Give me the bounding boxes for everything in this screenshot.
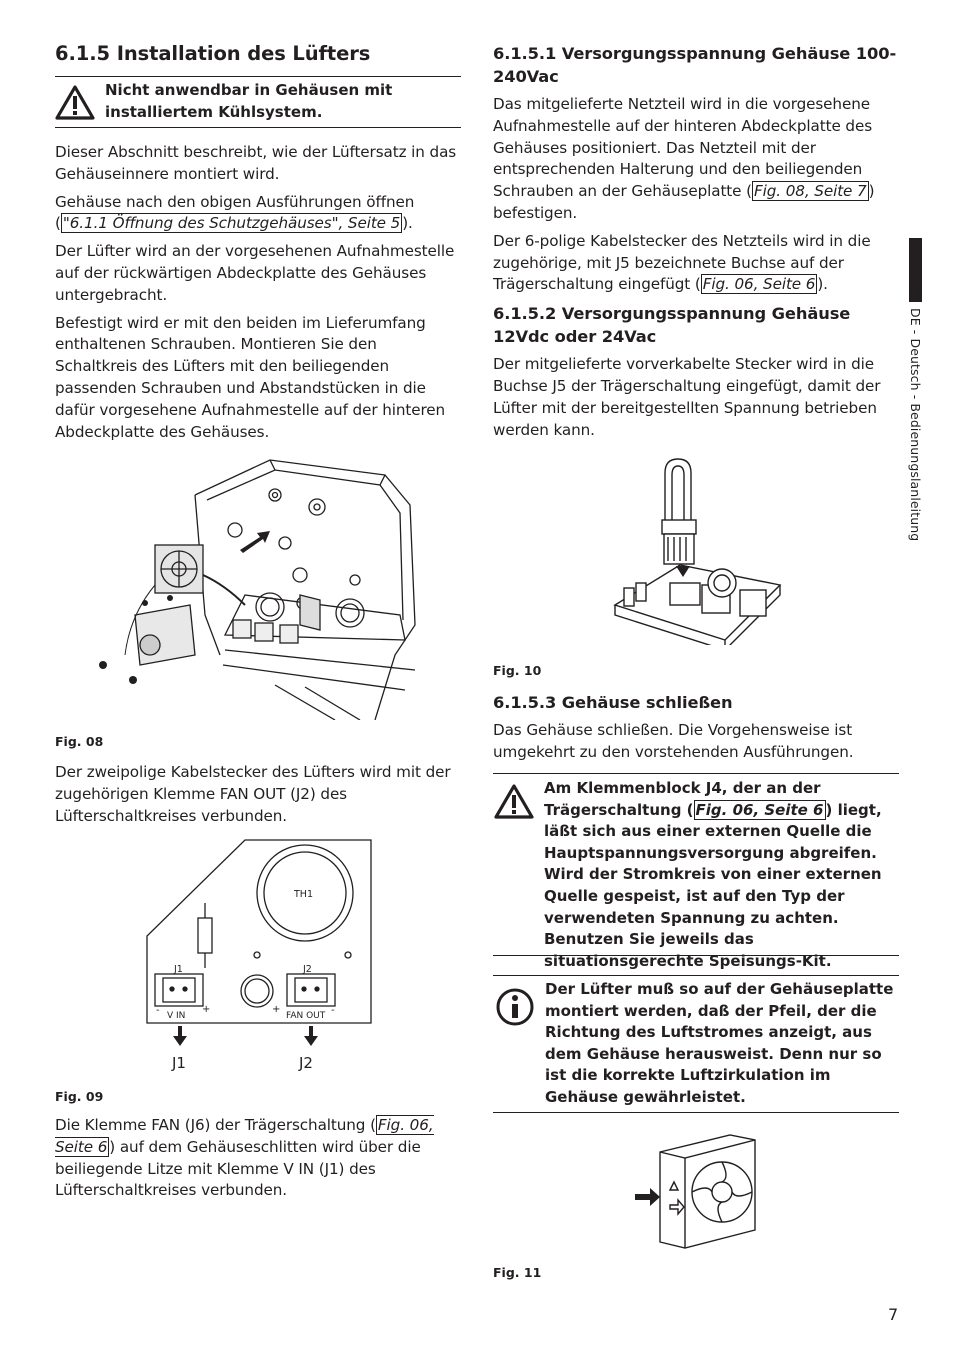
th1-label: TH1 [294,889,313,900]
subsection-heading: 6.1.5.2 Versorgungsspannung Gehäuse 12Vdc oder 24Vac [493,304,851,347]
paragraph: Das mitgelieferte Netzteil wird in die vorgesehene Aufnahmestelle auf der hinteren Abdeckplatte des Gehäuses positioniert. Das Netzteil mit der entsprechenden Halterung und den beiliegenden Schrauben an der Gehäuseplatte ( Fig. 08, Seite 7 ) befestigen. [493,95,875,222]
paragraph: Gehäuse nach den obigen Ausführungen öffnen ( "6.1.1 Öffnung des Schutzgehäuses", Seite 5 ). [55,192,415,233]
airflow-arrow-icon [635,1188,660,1206]
info-text: Der Lüfter muß so auf der Gehäuseplatte montiert werden, daß der Pfeil, der die Richtung des Luftstromes anzeigt, aus dem Gehäuse herausweist. Denn nur so ist die korrekte Luftzirkulation im Gehäuse gewährleistet. [545,980,894,1106]
j2-board-label: J2 [303,964,312,975]
j1-down-arrow-icon [173,1026,187,1046]
j2-arrow-label: J2 [299,1054,313,1072]
figure-caption: Fig. 11 [493,1265,542,1280]
warning-text: Nicht anwendbar in Gehäusen mit installiertem Kühlsystem. [105,81,393,121]
info-icon [495,987,535,1027]
fig09-circuit-board-diagram [145,838,375,1078]
figure-caption: Fig. 09 [55,1089,104,1104]
fig08-fan-installation-illustration [95,455,425,720]
subsection-heading: 6.1.5.1 Versorgungsspannung Gehäuse 100-240Vac [493,44,897,86]
j2-down-arrow-icon [304,1026,318,1046]
fig10-connector-illustration [610,455,785,645]
warning-box [493,773,899,970]
figure-caption: Fig. 08 [55,734,104,749]
cross-reference-link[interactable]: "6.1.1 Öffnung des Schutzgehäuses", Seite 5 [62,214,401,233]
minus-label: - [156,1005,160,1016]
cross-reference-link[interactable]: Fig. 06, Seite 6 [55,1116,434,1156]
plus-label: + [272,1004,281,1015]
minus-label: - [331,1005,335,1016]
paragraph: Der 6-polige Kabelstecker des Netzteils wird in die zugehörige, mit J5 bezeichnete Buchse auf der Trägerschaltung eingefügt ( Fig. 06, Seite 6 ). [493,231,871,294]
plus-label: + [202,1004,211,1015]
cross-reference-link[interactable]: Fig. 08, Seite 7 [753,182,867,201]
warning-icon [494,784,534,820]
vin-label: V IN [167,1011,186,1021]
sidebar-tab-marker [909,238,922,302]
sidebar-label: DE - Deutsch - Bedienungslanleitung [908,308,923,542]
paragraph: Befestigt wird er mit den beiden im Lieferumfang enthaltenen Schrauben. Montieren Sie den Schaltkreis des Lüfters mit den beiliegenden passenden Schrauben und Abstandstücken in die dafür vorgesehene Aufnahmestelle auf der hinteren Abdeckplatte des Gehäuses. [55,313,446,441]
paragraph: Der mitgelieferte vorverkabelte Stecker wird in die Buchse J5 der Trägerschaltung eingefügt, damit der Lüfter mit der bereitgestellten Spannung betrieben werden kann. [493,355,881,439]
cross-reference-link[interactable]: Fig. 06, Seite 6 [695,800,824,819]
fig11-fan-airflow-illustration [630,1130,760,1250]
paragraph: Das Gehäuse schließen. Die Vorgehensweise ist umgekehrt zu den vorstehenden Ausführungen. [493,721,854,761]
cross-reference-link[interactable]: Fig. 06, Seite 6 [702,275,816,294]
page-number: 7 [888,1305,899,1324]
fanout-label: FAN OUT [286,1011,326,1021]
warning-box [55,76,461,128]
paragraph: Dieser Abschnitt beschreibt, wie der Lüftersatz in das Gehäuseinnere montiert wird. [55,143,457,183]
paragraph: Der Lüfter wird an der vorgesehenen Aufnahmestelle auf der rückwärtigen Abdeckplatte des Gehäuses untergebracht. [55,242,455,304]
j1-board-label: J1 [174,964,183,975]
warning-text: Am Klemmenblock J4, der an der Trägerschaltung ( Fig. 06, Seite 6 ) liegt, läßt sich aus einer externen Quelle die Hauptspannungsversorgung abgreifen. Wird der Stromkreis von einer externen Quelle gespeist, ist auf den Typ der verwendeten Spannung zu achten. Benutzen Sie jeweils das situationsgerechte Speisungs-Kit. [544,779,882,970]
figure-caption: Fig. 10 [493,663,542,678]
paragraph: Die Klemme FAN (J6) der Trägerschaltung ( Fig. 06, Seite 6 ) auf dem Gehäuseschlitten wird über die beiliegende Litze mit Klemme V IN (J1) des Lüfterschaltkreises verbunden. [55,1116,434,1200]
j1-arrow-label: J1 [172,1054,186,1072]
section-heading: 6.1.5 Installation des Lüfters [55,42,371,65]
info-box [493,975,899,1113]
subsection-heading: 6.1.5.3 Gehäuse schließen [493,693,733,712]
warning-icon [55,85,95,121]
paragraph: Der zweipolige Kabelstecker des Lüfters wird mit der zugehörigen Klemme FAN OUT (J2) des Lüfterschaltkreises verbunden. [55,763,451,825]
